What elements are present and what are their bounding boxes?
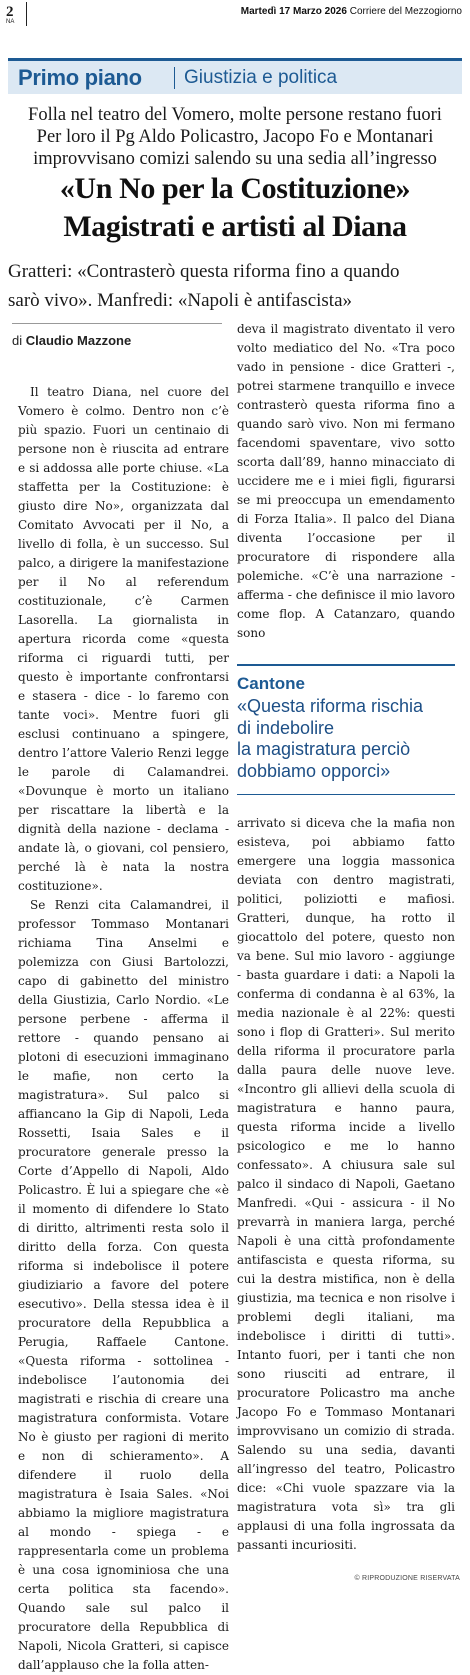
article-paragraph: Il teatro Diana, nel cuore del Vomero è colmo. Dentro non c’è più spazio. Fuori un centinaio di persone non è riuscita ad entrare e si addossa alle porte chiuse. «La staffetta per la Costituzione: è giusto dire No», organizzata dal Comitato Avvocati per il No, a livello di folla, è un successo. Sul palco, a dirigere la manifestazione per il No al referendum costituzionale, c’è Carmen Lasorella. La giornalista in apertura ricorda come «questa riforma ci riguardi tutti, per questo è importante confrontarsi e stasera - dice - lo faremo con tante voci». Mentre fuori gli esclusi continuano a spingere, dentro l’attore Valerio Renzi legge le parole di Calamandrei. «Dovunque è morto un italiano per riscattare la libertà e la dignità della nazione - declama - andate là, o giovani, col pensiero, perché là è nata la nostra costituzione».: [18, 385, 229, 893]
page-number: 2: [6, 4, 14, 20]
quote-box-text: [237, 696, 462, 782]
article-paragraph: Se Renzi cita Calamandrei, il professor Tommaso Montanari richiama Tina Anselmi e polemizza con Giusi Bartolozzi, capo di gabinetto del ministro della Giustizia, Carlo Nordio. «Le persone perbene - afferma il rettore - quando pensano ai plotoni di esecuzioni immaginano le mafie, non certo la magistratura». Sul palco si affiancano la Gip di Napoli, Leda Rossetti, Isaia Sales e il procuratore generale presso la Corte d’Appello di Napoli, Aldo Policastro. È lui a spiegare che «è il momento di difendere lo Stato di diritto, altrimenti resta solo il diritto della forza. Con questa riforma si indebolisce il potere giudiziario a favore del potere esecutivo». Della stessa idea è il procuratore della Repubblica a Perugia, Raffaele Cantone. «Questa riforma - sottolinea - indebolisce l’autonomia dei magistrati e rischia di creare una magistratura conformista. Votare No è giusto per ragioni di merito e non di schieramento». A difendere il ruolo della magistratura è Isaia Sales. «Noi abbiamo la migliore magistratura al mondo - spiega - e rappresentarla come un problema è una cosa ignominiosa che una certa politica sta facendo». Quando sale sul palco il procuratore della Repubblica di Napoli, Nicola Gratteri, si capisce dall’applauso che la folla atten-: [18, 898, 229, 1672]
section-subtitle: Giustizia e politica: [184, 67, 338, 88]
article-column-left: [18, 383, 229, 1675]
headline-line: Magistrati e artisti al Diana: [63, 210, 407, 243]
subhead-line: Gratteri: «Contrasterò questa riforma fino a quando: [8, 261, 400, 282]
article-subhead: [8, 257, 462, 315]
quote-line: dobbiamo opporci»: [237, 760, 391, 781]
article-headline: [8, 170, 462, 246]
headline-line: «Un No per la Costituzione»: [59, 172, 411, 205]
quote-line: «Questa riforma rischia: [237, 696, 424, 716]
article-column-right-top: [237, 320, 455, 643]
section-banner: [8, 58, 462, 94]
quote-box-title: Cantone: [237, 674, 305, 693]
page-code: NA: [6, 19, 15, 25]
article-column-right-bottom: [237, 814, 455, 1555]
copyright-notice: © RIPRODUZIONE RISERVATA: [354, 1575, 460, 1582]
byline: [12, 333, 131, 348]
dateline: [241, 6, 462, 17]
byline-divider: [12, 323, 222, 324]
overline-line: Folla nel teatro del Vomero, molte persone restano fuori: [28, 105, 442, 125]
header-divider: [26, 2, 27, 26]
quote-line: la magistratura perciò: [237, 739, 411, 759]
byline-author: Claudio Mazzone: [25, 333, 132, 348]
overline-line: improvvisano comizi salendo su una sedia all’ingresso: [33, 149, 437, 169]
quote-box-bottom-rule: [237, 794, 455, 795]
article-paragraph: arrivato si diceva che la mafia non esisteva, poi abbiamo fatto emergere una loggia massonica deviata con dentro magistrati, politici, poliziotti e mafiosi. Gratteri, dunque, ha rotto il giocattolo del potere, questo non va bene. Sul mio lavoro - aggiunge - basta guardare i dati: a Napoli la conferma di condanna è al 63%, la media nazionale è al 22%: questi sono i flop di Gratteri». Sul merito della riforma il procuratore parla dalla paura delle nuove leve. «Incontro gli allievi della scuola di magistratura e hanno paura, questa riforma incide a livello psicologico e me lo hanno confessato». A chiusura sale sul palco il sindaco di Napoli, Gaetano Manfredi. «Qui - assicura - il No prevarrà in maniera larga, perché Napoli è una città profondamente antifascista e questa riforma, su cui la destra mistifica, non è della giustizia, ma tecnica e non risolve i problemi degli italiani, ma indebolisce i diritti di tutti». Intanto fuori, per i tanti che non sono riusciti ad entrare, il procuratore Policastro ma anche Jacopo Fo e Tommaso Montanari improvvisano un comizio di strada. Salendo su una sedia, davanti all’ingresso del teatro, Policastro dice: «Chi vuole spazzare via la magistratura vota sì» tra gli applausi di una folla ingrossata da passanti incuriositi.: [237, 816, 455, 1552]
issue-date: Martedì 17 Marzo 2026: [240, 6, 347, 17]
quote-line: di indebolire: [237, 717, 335, 738]
byline-prefix: di: [12, 333, 23, 348]
section-divider: [174, 67, 175, 89]
quote-box-top-rule: [237, 664, 455, 666]
article-overline: [8, 104, 462, 170]
newspaper-name: Corriere del Mezzogiorno: [349, 6, 462, 17]
section-title: Primo piano: [18, 65, 142, 90]
subhead-line: sarò vivo». Manfredi: «Napoli è antifascista»: [8, 290, 353, 311]
overline-line: Per loro il Pg Aldo Policastro, Jacopo Fo e Montanari: [36, 127, 434, 147]
article-paragraph: deva il magistrato diventato il vero volto mediatico del No. «Tra poco vado in pensione - dice Gratteri -, potrei starmene tranquillo e invece contrasterò questa riforma fino a quando sarò vivo. Non mi fermano facendomi spaventare, vivo sotto scorta dall’89, hanno minacciato di uccidere me e i miei figli, figurarsi se mi preoccupa un emendamento di Forza Italia». Il palco del Diana diventa l’occasione per il procuratore di rispondere alla polemiche. «C’è una narrazione - afferma - che definisce il mio lavoro come flop. A Catanzaro, quando sono: [237, 322, 455, 640]
